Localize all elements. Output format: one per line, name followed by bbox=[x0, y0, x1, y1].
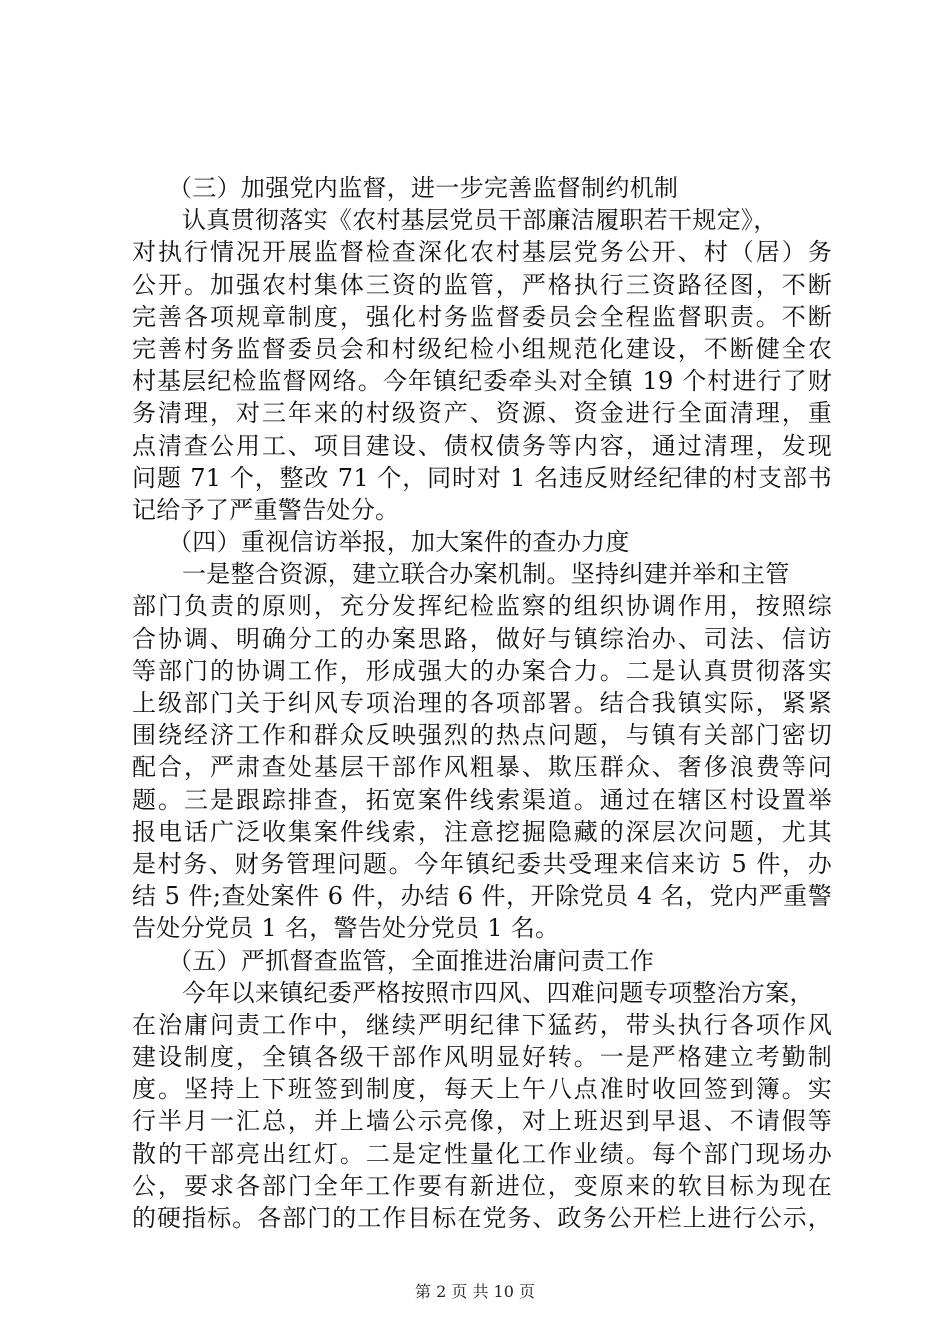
paragraph-line: 散的干部亮出红灯。二是定性量化工作业绩。每个部门现场办 bbox=[132, 1139, 832, 1168]
paragraph-line: 公开。加强农村集体三资的监管，严格执行三资路径图，不断 bbox=[132, 270, 832, 299]
paragraph-line: 务清理，对三年来的村级资产、资源、资金进行全面清理，重 bbox=[132, 399, 832, 428]
paragraph-line: 报电话广泛收集案件线索，注意挖掘隐藏的深层次问题，尤其 bbox=[132, 817, 832, 846]
paragraph-line: 公，要求各部门全年工作要有新进位，变原来的软目标为现在 bbox=[132, 1171, 832, 1200]
section-heading: （三）加强党内监督，进一步完善监督制约机制 bbox=[168, 174, 679, 202]
paragraph-line: 对执行情况开展监督检查深化农村基层党务公开、村（居）务 bbox=[132, 238, 832, 267]
paragraph-line: 的硬指标。各部门的工作目标在党务、政务公开栏上进行公示， bbox=[132, 1204, 832, 1232]
paragraph-line: 部门负责的原则，充分发挥纪检监察的组织协调作用，按照综 bbox=[132, 592, 832, 621]
paragraph-line: 围绕经济工作和群众反映强烈的热点问题，与镇有关部门密切 bbox=[132, 721, 832, 750]
paragraph-line: 是村务、财务管理问题。今年镇纪委共受理来信来访 5 件，办 bbox=[132, 849, 832, 878]
paragraph-line: 合协调、明确分工的办案思路，做好与镇综治办、司法、信访 bbox=[132, 624, 832, 653]
paragraph-line: 题。三是跟踪排查，拓宽案件线索渠道。通过在辖区村设置举 bbox=[132, 785, 832, 814]
paragraph-line: 等部门的协调工作，形成强大的办案合力。二是认真贯彻落实 bbox=[132, 656, 832, 685]
paragraph-line: 在治庸问责工作中，继续严明纪律下猛药，带头执行各项作风 bbox=[132, 1010, 832, 1039]
paragraph-line: 上级部门关于纠风专项治理的各项部署。结合我镇实际，紧紧 bbox=[132, 689, 832, 717]
document-body bbox=[132, 172, 832, 1234]
paragraph-line: 配合，严肃查处基层干部作风粗暴、欺压群众、奢侈浪费等问 bbox=[132, 753, 832, 782]
paragraph-last-line: 告处分党员 1 名，警告处分党员 1 名。 bbox=[132, 914, 560, 943]
paragraph-first-line: 认真贯彻落实《农村基层党员干部廉洁履职若干规定》， bbox=[182, 206, 778, 235]
paragraph-line: 结 5 件;查处案件 6 件，办结 6 件，开除党员 4 名，党内严重警 bbox=[132, 882, 832, 911]
paragraph-line: 村基层纪检监督网络。今年镇纪委牵头对全镇 19 个村进行了财 bbox=[132, 367, 832, 396]
paragraph-first-line: 今年以来镇纪委严格按照市四风、四难问题专项整治方案， bbox=[182, 978, 814, 1007]
paragraph-first-line: 一是整合资源，建立联合办案机制。坚持纠建并举和主管 bbox=[182, 560, 790, 589]
paragraph-last-line: 记给予了严重警告处分。 bbox=[132, 495, 400, 524]
section-heading: （四）重视信访举报，加大案件的查办力度 bbox=[168, 528, 630, 557]
paragraph-line: 完善各项规章制度，强化村务监督委员会全程监督职责。不断 bbox=[132, 302, 832, 331]
paragraph-line: 点清查公用工、项目建设、债权债务等内容，通过清理，发现 bbox=[132, 431, 832, 460]
section-heading: （五）严抓督查监管，全面推进治庸问责工作 bbox=[168, 946, 654, 975]
paragraph-line: 度。坚持上下班签到制度，每天上午八点准时收回签到簿。实 bbox=[132, 1075, 832, 1104]
paragraph-line: 行半月一汇总，并上墙公示亮像，对上班迟到早退、不请假等 bbox=[132, 1107, 832, 1136]
paragraph-line: 问题 71 个，整改 71 个，同时对 1 名违反财经纪律的村支部书 bbox=[132, 463, 832, 492]
paragraph-line: 建设制度，全镇各级干部作风明显好转。一是严格建立考勤制 bbox=[132, 1043, 832, 1072]
paragraph-line: 完善村务监督委员会和村级纪检小组规范化建设，不断健全农 bbox=[132, 334, 832, 363]
page-footer: 第 2 页 共 10 页 bbox=[415, 1282, 535, 1301]
